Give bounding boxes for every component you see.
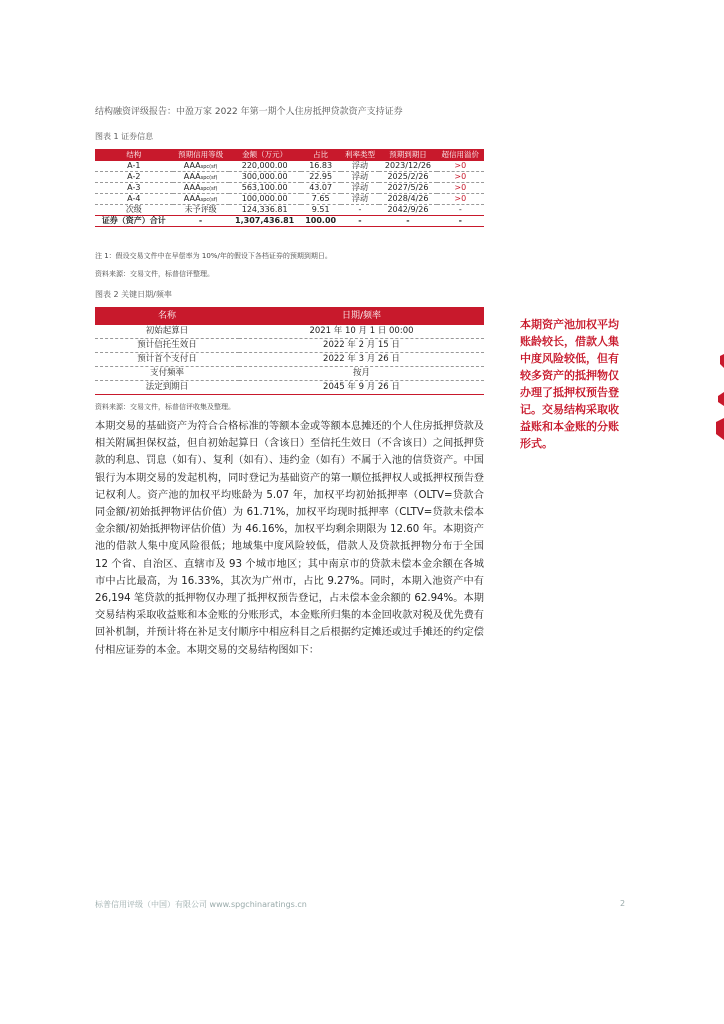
decorative-edge-mark [706,352,724,442]
column-header: 预期到期日 [379,149,436,161]
column-header: 结构 [95,149,173,161]
table-cell: A-4 [95,194,173,205]
column-header: 利率类型 [341,149,380,161]
footer-company: 标普信用评级（中国）有限公司 www.spgchinaratings.cn [95,900,307,909]
table-row [95,339,484,353]
table-row [95,325,484,339]
table-cell: 法定到期日 [95,381,239,395]
table-cell: >0 [437,183,484,194]
table-cell: 100.00 [301,216,341,227]
table-cell: 300,000.00 [229,172,301,183]
table-cell: AAAspc(sf) [173,161,229,172]
page-number: 2 [620,899,626,908]
table-cell: A-1 [95,161,173,172]
table2-caption: 图表 2 关键日期/频率 [95,290,172,299]
table-cell: 1,307,436.81 [229,216,301,227]
table-cell: 2028/4/26 [379,194,436,205]
table-cell: 22.95 [301,172,341,183]
table-cell: 124,336.81 [229,205,301,216]
table-cell: 220,000.00 [229,161,301,172]
table-cell: 2027/5/26 [379,183,436,194]
table-cell: 2023/12/26 [379,161,436,172]
table-cell: 16.83 [301,161,341,172]
table-row [95,161,484,172]
table-row [95,367,484,381]
key-dates-table [95,307,484,395]
column-header: 超信用溢价 [437,149,484,161]
column-header: 名称 [95,307,239,325]
body-paragraph: 本期交易的基础资产为符合合格标准的等额本金或等额本息摊还的个人住房抵押贷款及相关附属担保权益，但自初始起算日（含该日）至信托生效日（不含该日）之间抵押贷款的利息、罚息（如有）、复利（如有）、违约金（如有）不属于入池的信贷资产。中国银行为本期交易的发起机构，同时登记为基础资产的第一顺位抵押权人或抵押权预告登记权利人。资产池的加权平均账龄为 5.07 年，加权平均初始抵押率（OLTV=贷款合同金额/初始抵押物评估价值）为 61.71%，加权平均现时抵押率（CLTV=贷款未偿本金余额/初始抵押物评估价值）为 46.16%，加权平均剩余期限为 12.60 年。本期资产池的借款人集中度风险很低；地域集中度风险较低，借款人及贷款抵押物分布于全国 12 个省、自治区、直辖市及 93 个城市地区；其中南京市的贷款未偿本金余额在各城市中占比最高，为 16.33%，其次为广州市，占比 9.27%。同时，本期入池资产中有 26,194 笔贷款的抵押物仅办理了抵押权预告登记，占未偿本金余额的 62.94%。本期交易结构采取收益账和本金账的分账形式，本金账所归集的本金回收款对税及优先费有回补机制，并预计将在补足支付顺序中相应科目之后根据约定摊还或过手摊还的约定偿付相应证券的本金。本期交易的交易结构图如下： [95,421,484,656]
table-cell: AAAspc(sf) [173,172,229,183]
table-cell: >0 [437,161,484,172]
table-cell: - [341,216,380,227]
table2-source: 资料来源：交易文件，标普信评收集及整理。 [95,403,235,411]
table-cell: 预计首个支付日 [95,353,239,367]
table-cell: - [437,216,484,227]
table-cell: - [341,205,380,216]
report-header: 结构融资评级报告：中盈万家 2022 年第一期个人住房抵押贷款资产支持证券 [95,107,403,117]
table-row [95,183,484,194]
table-cell: - [437,205,484,216]
table-cell: 2045 年 9 月 26 日 [239,381,484,395]
table-cell: 初始起算日 [95,325,239,339]
table-cell: - [173,216,229,227]
rating-suffix: spc(sf) [200,175,218,181]
table1-caption: 图表 1 证券信息 [95,132,154,141]
rating-suffix: spc(sf) [200,186,218,192]
table-cell: 支付频率 [95,367,239,381]
table-row [95,194,484,205]
table-cell: 未予评级 [173,205,229,216]
table-cell: 563,100.00 [229,183,301,194]
table-cell: 次级 [95,205,173,216]
table-cell: 按月 [239,367,484,381]
table-cell: 浮动 [341,161,380,172]
table-cell: 9.51 [301,205,341,216]
table-cell: 2022 年 2 月 15 日 [239,339,484,353]
column-header: 占比 [301,149,341,161]
table-cell: 7.65 [301,194,341,205]
table-cell: 浮动 [341,194,380,205]
sidebar-summary: 本期资产池加权平均账龄较长，借款人集中度风险较低，但有较多资产的抵押物仅办理了抵押权预告登记。交易结构采取收益账和本金账的分账形式。 [520,318,619,450]
table-cell: 2025/2/26 [379,172,436,183]
securities-table [95,149,484,227]
table-cell: AAAspc(sf) [173,183,229,194]
table-cell: >0 [437,194,484,205]
rating-suffix: spc(sf) [200,164,218,170]
table-row [95,172,484,183]
table-cell: A-3 [95,183,173,194]
table-row [95,205,484,216]
table-cell: 预计信托生效日 [95,339,239,353]
table1-note: 注 1：假设交易文件中在早偿率为 10%/年的假设下各档证券的预期到期日。 [95,252,332,260]
table1-source: 资料来源：交易文件，标普信评整理。 [95,270,214,278]
table-cell: 100,000.00 [229,194,301,205]
column-header: 日期/频率 [239,307,484,325]
table-row [95,353,484,367]
rating-suffix: spc(sf) [200,197,218,203]
column-header: 金额（万元） [229,149,301,161]
table-row [95,381,484,395]
table-cell: - [379,216,436,227]
column-header: 预期信用等级 [173,149,229,161]
table-cell: 2021 年 10 月 1 日 00:00 [239,325,484,339]
table-cell: 证券（资产）合计 [95,216,173,227]
table-cell: 浮动 [341,183,380,194]
table-cell: 2022 年 3 月 26 日 [239,353,484,367]
table-total-row [95,216,484,227]
table-cell: AAAspc(sf) [173,194,229,205]
table-cell: 2042/9/26 [379,205,436,216]
table-cell: >0 [437,172,484,183]
table-cell: 43.07 [301,183,341,194]
table-cell: A-2 [95,172,173,183]
table-cell: 浮动 [341,172,380,183]
